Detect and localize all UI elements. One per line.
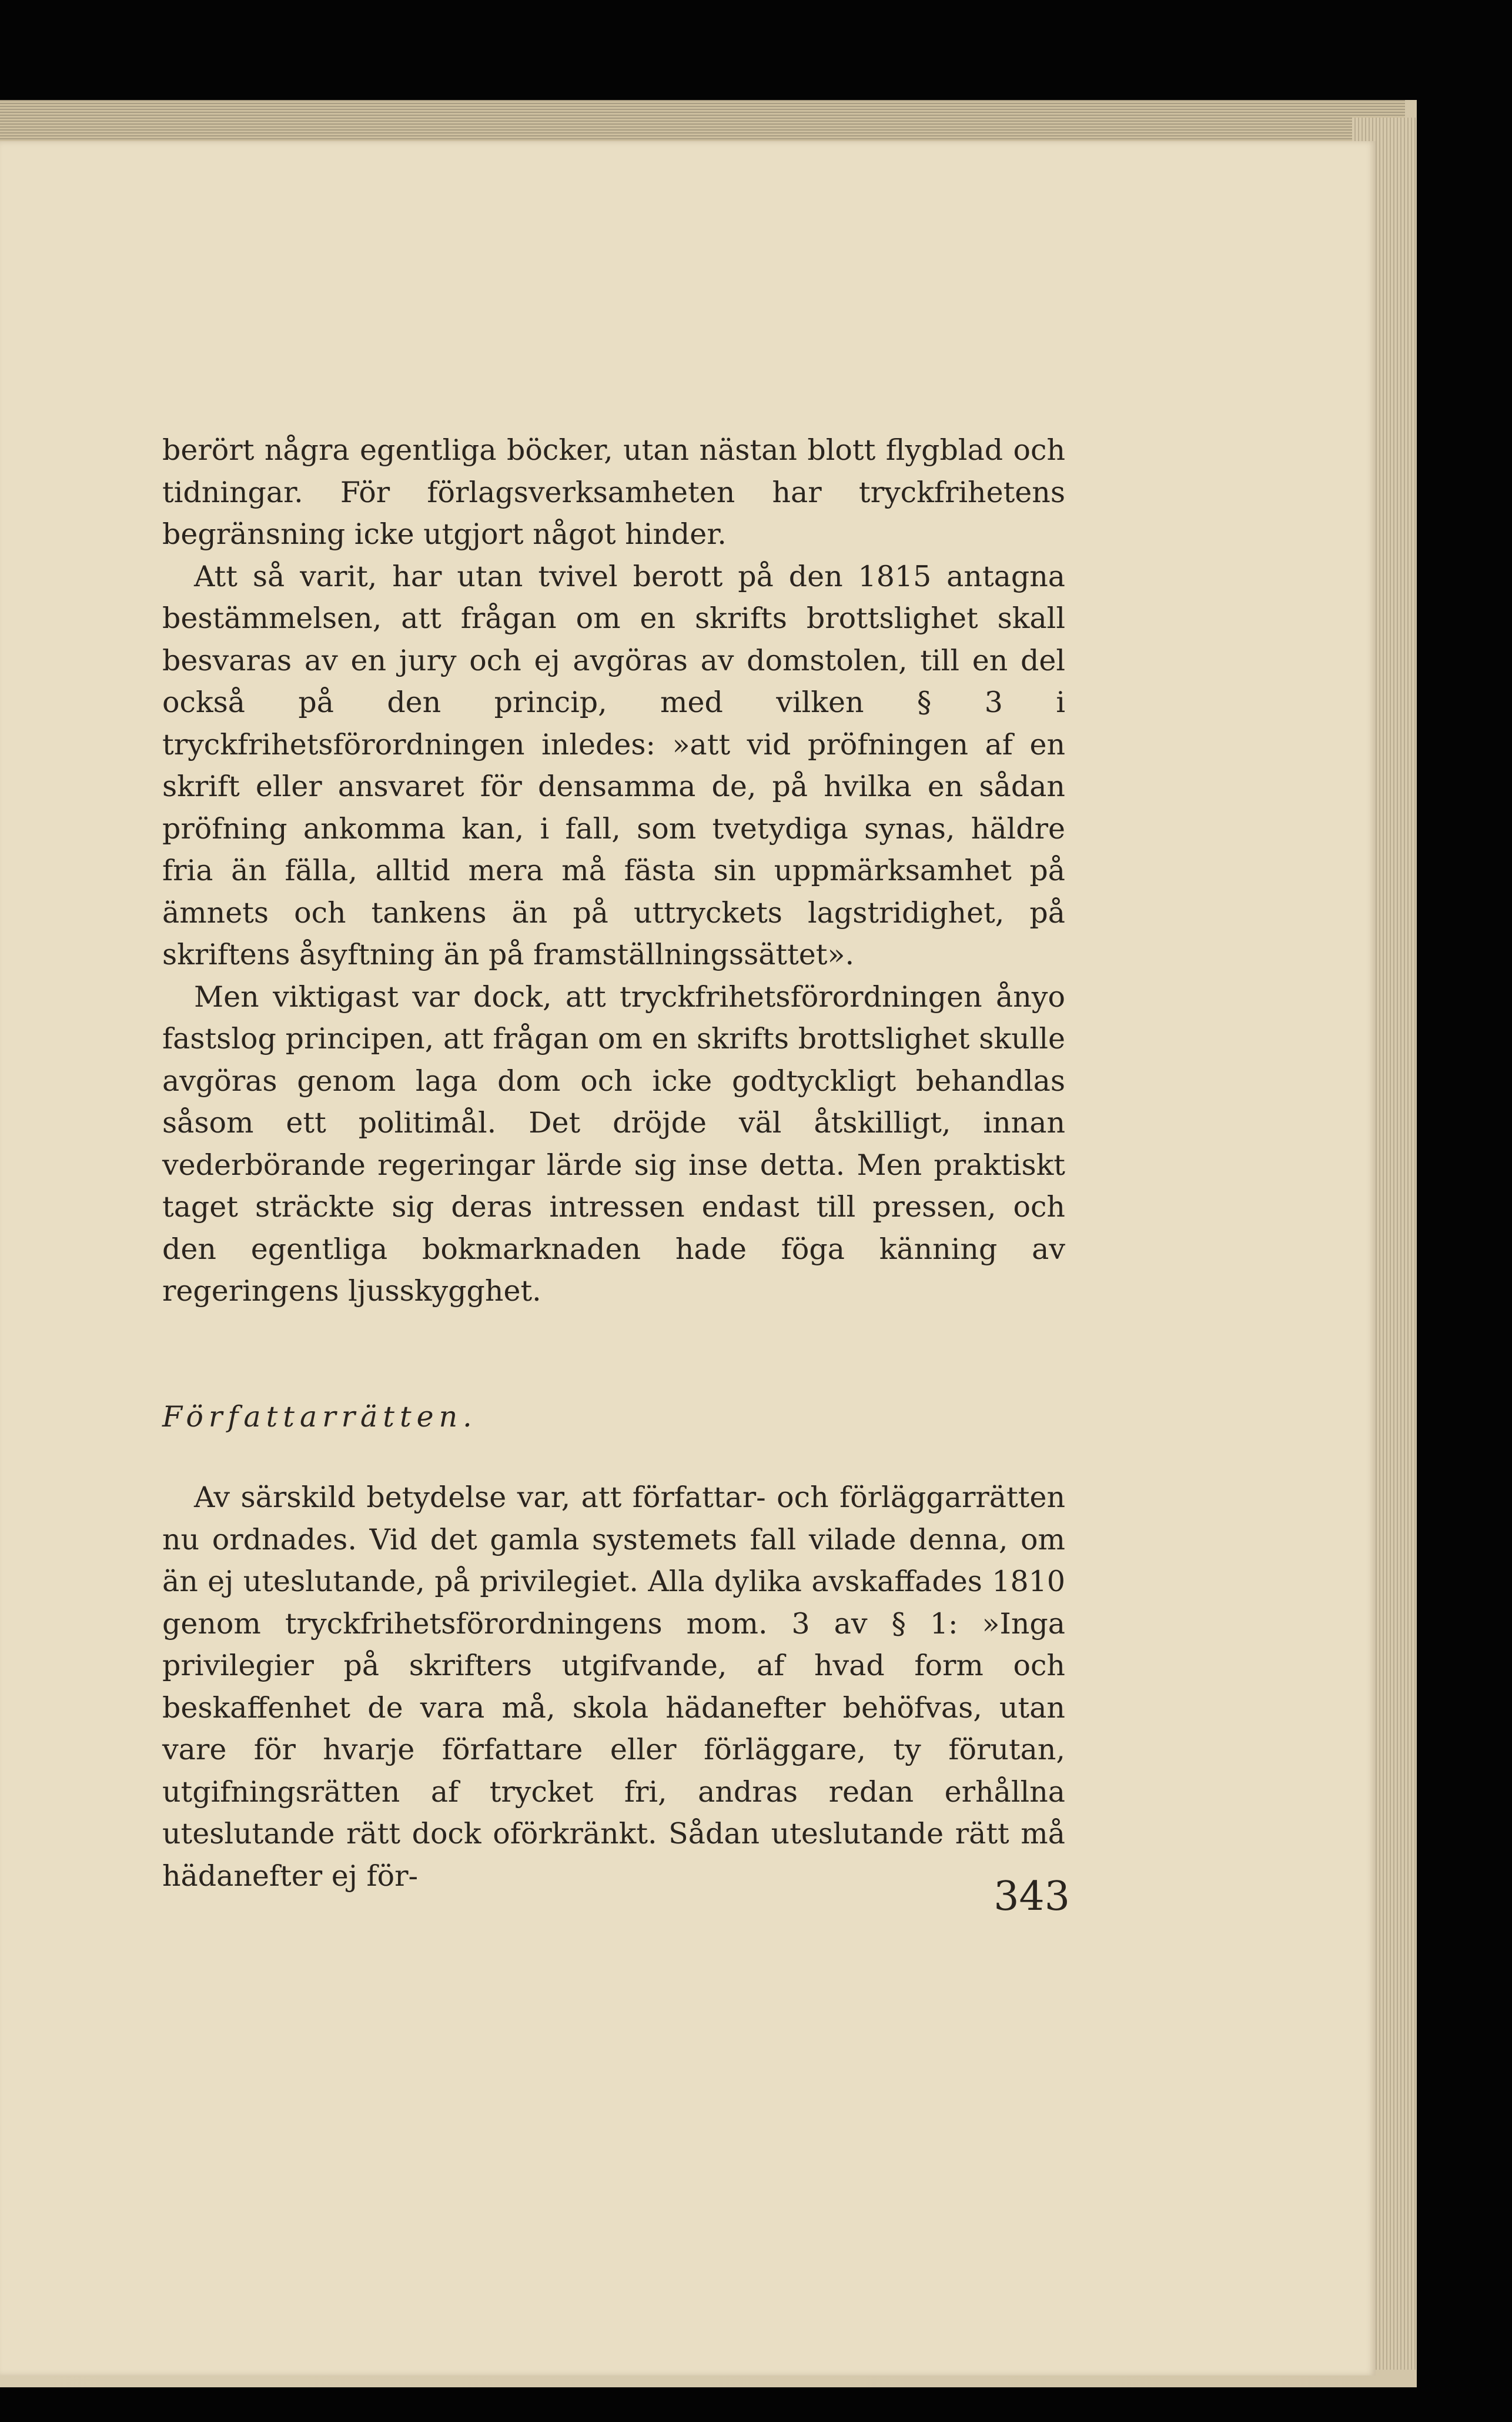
paragraph: Av särskild betydelse var, att författar- och förläggarrätten nu ordnades. Vid det gamla systemets fall vilade denna, om än ej uteslutande, på privilegiet. Alla dylika avskaffades 1810 genom tryckfrihetsförordningens mom. 3 av § 1: »Inga privilegier på skrifters utgifvande, af hvad form och beskaffenhet de vara må, skola hädanefter behöfvas, utan vare för hvarje författare eller förläggare, ty förutan, utgifningsrätten af trycket fri, andras redan erhållna uteslutande rätt dock oförkränkt. Sådan uteslutande rätt må hädanefter ej för- <box>162 1481 1065 1893</box>
page-number: 343 <box>993 1873 1070 1920</box>
paragraph: Men viktigast var dock, att tryckfrihetsförordningen ånyo fastslog principen, att frågan om en skrifts brottslighet skulle avgöras genom laga dom och icke godtyckligt behandlas såsom ett politimål. Det dröjde väl åtskilligt, innan vederbörande regeringar lärde sig inse detta. Men praktiskt taget sträckte sig deras intressen endast till pressen, och den egentliga bokmarknaden hade föga känning av regeringens ljusskygghet. <box>162 980 1065 1308</box>
section-heading: Författarrätten. <box>162 1399 477 1434</box>
page-text <box>162 429 1065 1897</box>
paragraph: berört några egentliga böcker, utan nästan blott flygblad och tidningar. För förlagsverksamheten har tryckfrihetens begränsning icke utgjort något hinder. <box>162 433 1065 551</box>
paragraph: Att så varit, har utan tvivel berott på den 1815 antagna bestämmelsen, att frågan om en skrifts brottslighet skall besvaras av en jury och ej avgöras av domstolen, till en del också på den princip, med vilken § 3 i tryckfrihetsförordningen inledes: »att vid pröfningen af en skrift eller ansvaret för densamma de, på hvilka en sådan pröfning ankomma kan, i fall, som tvetydiga synas, häldre fria än fälla, alltid mera må fästa sin uppmärksamhet på ämnets och tankens än på uttryckets lagstridighet, på skriftens åsyftning än på framställningssättet». <box>162 559 1065 971</box>
